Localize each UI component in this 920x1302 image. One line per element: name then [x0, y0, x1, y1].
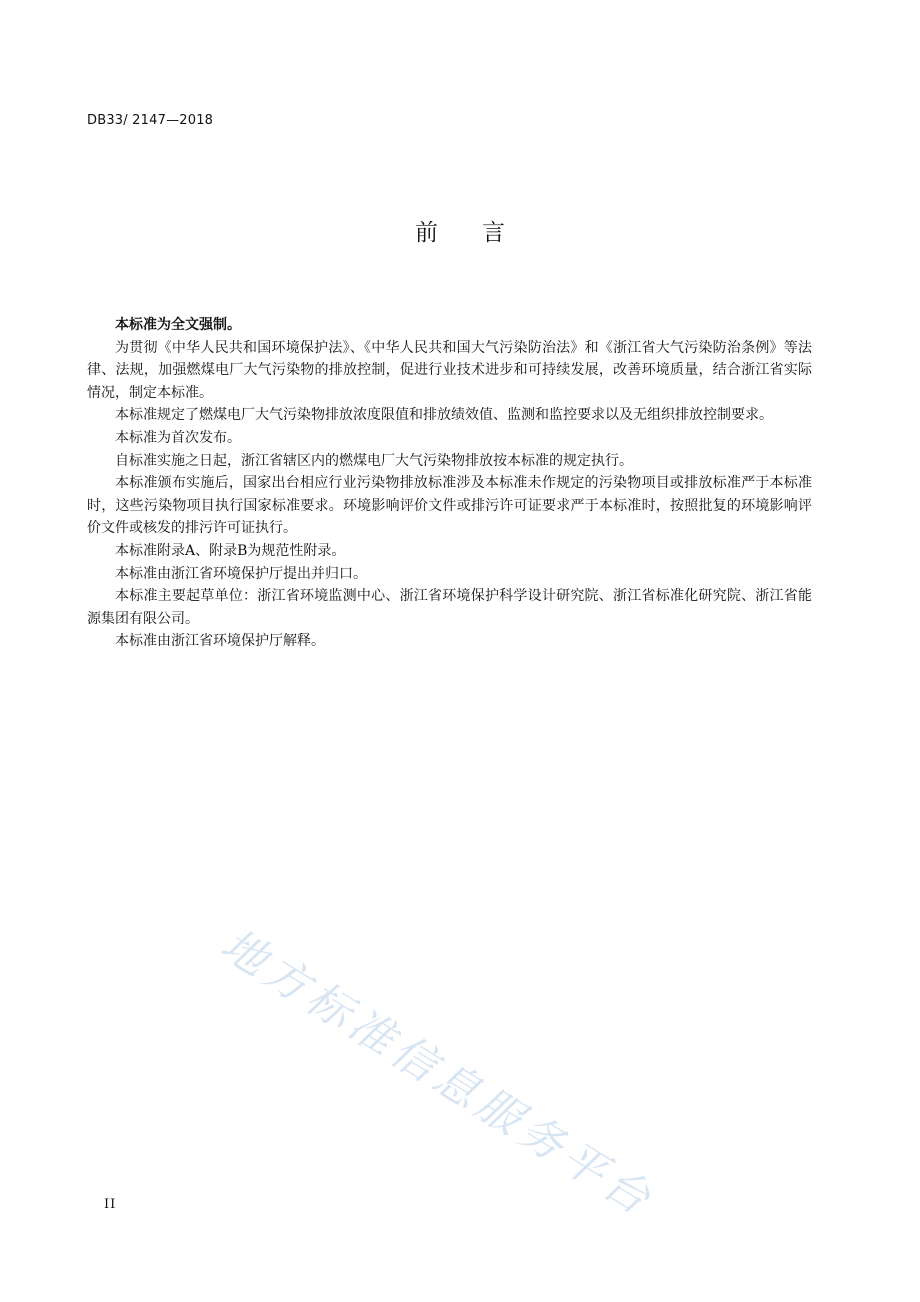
paragraph-drafters: 本标准主要起草单位：浙江省环境监测中心、浙江省环境保护科学设计研究院、浙江省标准化研究院、浙江省能源集团有限公司。	[87, 588, 812, 627]
paragraph-purpose: 为贯彻《中华人民共和国环境保护法》、《中华人民共和国大气污染防治法》和《浙江省大气污染防治条例》等法律、法规，加强燃煤电厂大气污染物的排放控制，促进行业技术进步和可持续发展，改善环境质量，结合浙江省实际情况，制定本标准。	[87, 339, 812, 401]
paragraph-proposer: 本标准由浙江省环境保护厅提出并归口。	[115, 565, 367, 582]
standard-code: DB33/ 2147—2018	[87, 113, 214, 128]
paragraph-mandatory: 本标准为全文强制。	[115, 317, 241, 333]
page-number: II	[104, 1197, 117, 1212]
page-title: 前言	[415, 220, 549, 246]
paragraph-implementation: 自标准实施之日起，浙江省辖区内的燃煤电厂大气污染物排放按本标准的规定执行。	[115, 452, 633, 469]
paragraph-scope: 本标准规定了燃煤电厂大气污染物排放浓度限值和排放绩效值、监测和监控要求以及无组织排放控制要求。	[115, 407, 773, 424]
watermark: 地方标准信息服务平台	[212, 919, 664, 1228]
foreword-body	[87, 314, 812, 653]
paragraph-appendix: 本标准附录A、附录B为规范性附录。	[115, 542, 346, 559]
paragraph-interpretation: 本标准由浙江省环境保护厅解释。	[115, 633, 325, 650]
paragraph-national-standard: 本标准颁布实施后，国家出台相应行业污染物排放标准涉及本标准未作规定的污染物项目或排放标准严于本标准时，这些污染物项目执行国家标准要求。环境影响评价文件或排污许可证要求严于本标准时，按照批复的环境影响评价文件或核发的排污许可证执行。	[87, 475, 812, 537]
paragraph-first-release: 本标准为首次发布。	[115, 429, 241, 446]
